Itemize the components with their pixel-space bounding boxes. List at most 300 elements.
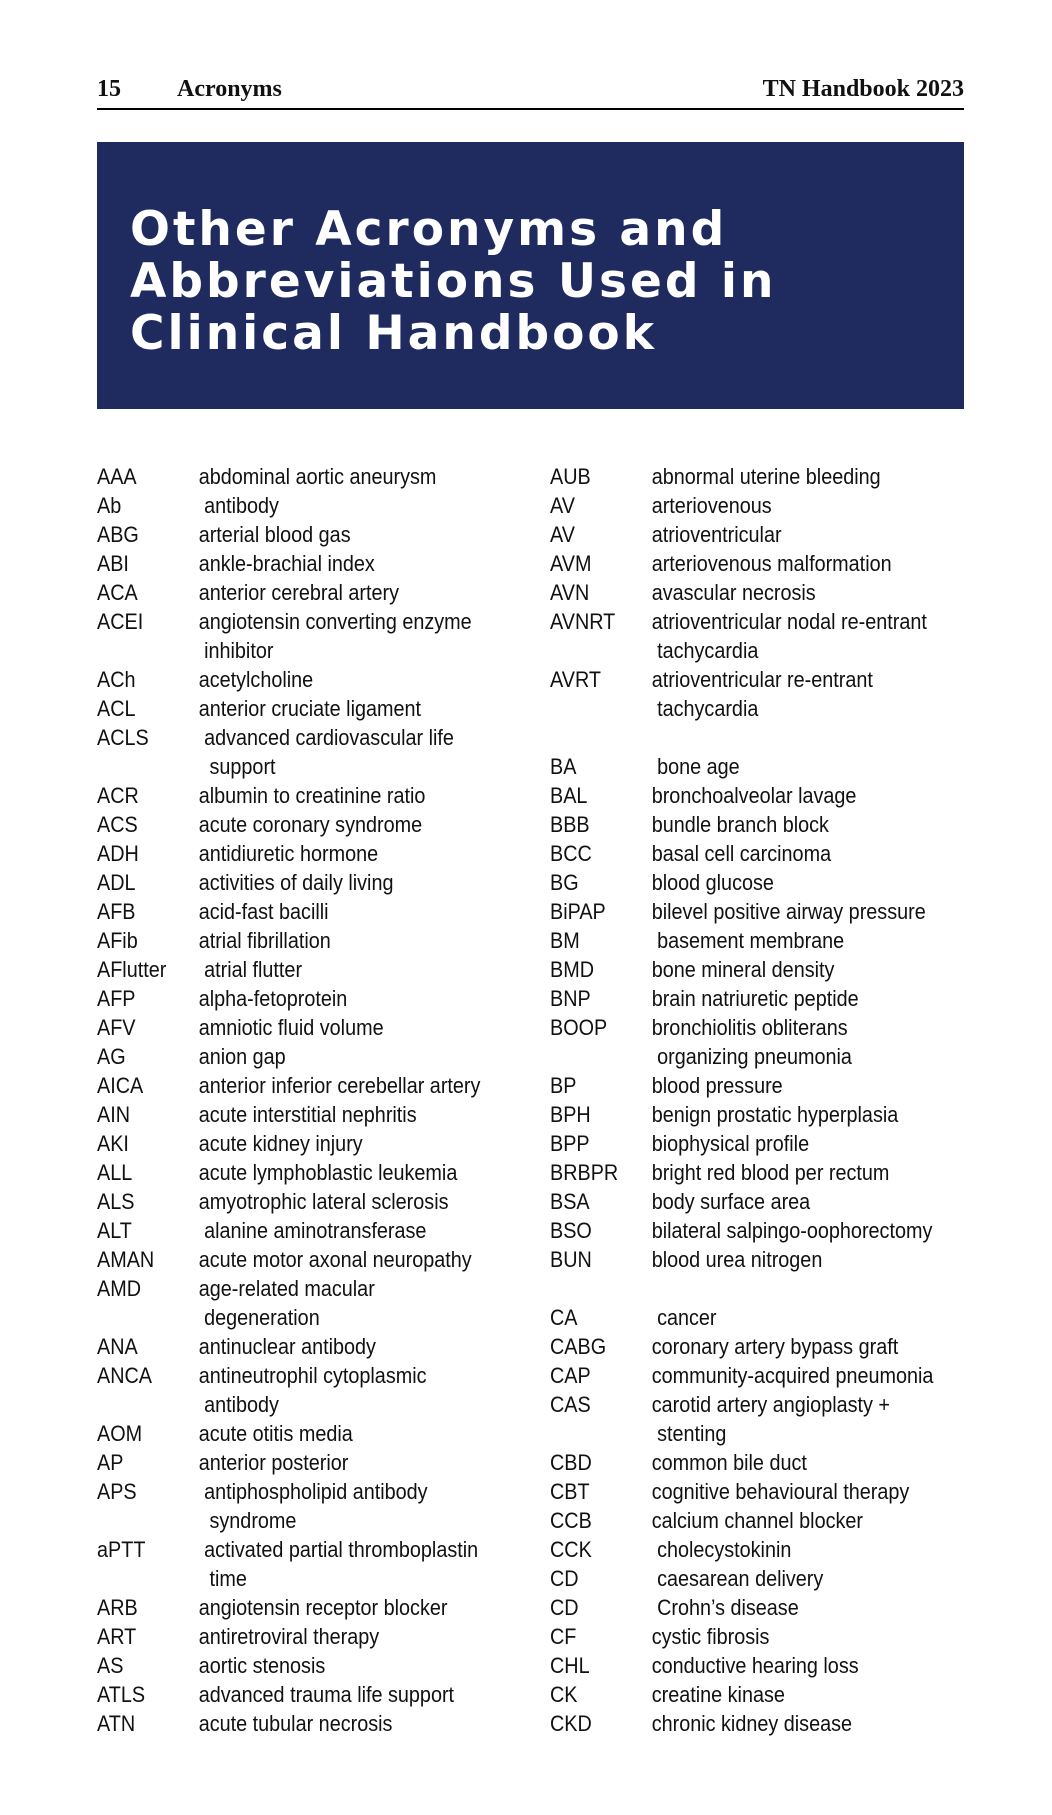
acronym: ACh	[97, 667, 136, 692]
acronym-list-left	[97, 462, 492, 1738]
definition-text: abnormal uterine bleeding	[651, 464, 881, 489]
acronym-entry	[97, 1274, 492, 1332]
acronym: BRBPR	[550, 1160, 619, 1185]
definition-text: antinuclear antibody	[198, 1334, 376, 1359]
acronym-entry	[550, 1477, 954, 1506]
acronym-entry	[97, 1129, 492, 1158]
acronym-definition	[652, 1390, 949, 1448]
acronym: ACL	[97, 696, 136, 721]
acronym-entry	[550, 868, 954, 897]
acronym: CABG	[550, 1334, 607, 1359]
acronym-definition	[652, 491, 949, 520]
acronym: AFlutter	[97, 957, 167, 982]
acronym: AUB	[550, 464, 591, 489]
definition-text: body surface area	[651, 1189, 811, 1214]
definition-text: atrial fibrillation	[198, 928, 331, 953]
acronym-entry	[550, 549, 954, 578]
acronym-entry	[550, 1564, 954, 1593]
acronym-definition	[199, 549, 487, 578]
acronym-entry	[97, 926, 492, 955]
acronym-definition	[199, 1419, 487, 1448]
acronym-definition	[652, 1303, 954, 1332]
acronym-definition	[652, 955, 949, 984]
acronym-entry	[550, 1216, 954, 1245]
acronym-entry	[97, 1361, 492, 1419]
acronym-entry	[97, 549, 492, 578]
acronym-entry	[97, 1158, 492, 1187]
definition-text: bronchoalveolar lavage	[651, 783, 857, 808]
acronym-entry	[97, 1593, 492, 1622]
acronym-definition	[652, 1100, 949, 1129]
definition-text: basement membrane	[657, 928, 845, 953]
acronym-entry	[550, 1187, 954, 1216]
acronym: AVNRT	[550, 609, 616, 634]
acronym: BG	[550, 870, 579, 895]
acronym-entry	[550, 1158, 954, 1187]
definition-text: calcium channel blocker	[651, 1508, 864, 1533]
acronym-definition	[652, 752, 954, 781]
acronym-entry	[550, 897, 954, 926]
acronym-entry	[97, 839, 492, 868]
acronym: CAP	[550, 1363, 591, 1388]
definition-text: acute motor axonal neuropathy	[198, 1247, 472, 1272]
acronym-definition	[652, 1245, 949, 1274]
acronym-entry	[550, 1593, 954, 1622]
acronym-definition	[199, 810, 487, 839]
acronym-entry	[97, 1245, 492, 1274]
acronym: ACLS	[97, 725, 149, 750]
acronym: BPP	[550, 1131, 590, 1156]
acronym: Ab	[97, 493, 122, 518]
definition-continuation: time	[209, 1566, 247, 1591]
acronym: CD	[550, 1566, 579, 1591]
definition-text: anion gap	[198, 1044, 286, 1069]
definition-text: bundle branch block	[651, 812, 829, 837]
acronym-entry	[550, 839, 954, 868]
acronym-entry	[97, 694, 492, 723]
acronym-entry	[550, 1100, 954, 1129]
acronym-entry	[550, 1303, 954, 1332]
acronym: aPTT	[97, 1537, 146, 1562]
acronym: ACA	[97, 580, 138, 605]
definition-text: atrioventricular re-entrant	[651, 667, 873, 692]
definition-text: acute tubular necrosis	[198, 1711, 393, 1736]
acronym-definition	[199, 462, 487, 491]
acronym: AMD	[97, 1276, 142, 1301]
acronym: AVM	[550, 551, 592, 576]
definition-continuation: antibody	[204, 1392, 279, 1417]
acronym: ARB	[97, 1595, 138, 1620]
definition-continuation: degeneration	[204, 1305, 320, 1330]
acronym-entry	[97, 1709, 492, 1738]
definition-text: benign prostatic hyperplasia	[651, 1102, 899, 1127]
acronym-definition	[652, 1158, 949, 1187]
acronym-definition	[652, 868, 949, 897]
definition-text: atrioventricular	[651, 522, 782, 547]
acronym-definition	[199, 1013, 487, 1042]
definition-text: arteriovenous malformation	[651, 551, 892, 576]
running-header	[97, 74, 964, 110]
acronym-entry	[97, 1651, 492, 1680]
acronym-definition	[652, 1216, 949, 1245]
definition-text: community-acquired pneumonia	[651, 1363, 934, 1388]
acronym-entry	[97, 1477, 492, 1535]
acronym-entry	[97, 1071, 492, 1100]
acronym-entry	[550, 955, 954, 984]
acronym-definition	[199, 1535, 492, 1593]
acronym-definition	[199, 1100, 487, 1129]
acronym: AVRT	[550, 667, 601, 692]
definition-text: antineutrophil cytoplasmic	[198, 1363, 427, 1388]
acronym: BP	[550, 1073, 577, 1098]
acronym-entry	[550, 1129, 954, 1158]
acronym-entry	[97, 1535, 492, 1593]
acronym-entry	[97, 1332, 492, 1361]
definition-text: bone age	[657, 754, 740, 779]
acronym-entry	[550, 462, 954, 491]
acronym-definition	[652, 1709, 949, 1738]
definition-text: coronary artery bypass graft	[651, 1334, 899, 1359]
acronym-definition	[652, 926, 954, 955]
acronym: BiPAP	[550, 899, 606, 924]
acronym-definition	[652, 897, 949, 926]
acronym: BCC	[550, 841, 592, 866]
definition-text: arteriovenous	[651, 493, 772, 518]
page-title: Other Acronyms and Abbreviations Used in Clinical Handbook	[130, 202, 777, 361]
acronym-definition	[199, 984, 487, 1013]
definition-text: anterior posterior	[198, 1450, 349, 1475]
definition-text: cognitive behavioural therapy	[651, 1479, 910, 1504]
acronym: AFP	[97, 986, 136, 1011]
acronym: AOM	[97, 1421, 143, 1446]
acronym-definition	[199, 1129, 487, 1158]
acronym-definition	[652, 1680, 949, 1709]
definition-text: angiotensin converting enzyme	[198, 609, 472, 634]
acronym-definition	[199, 607, 487, 665]
definition-text: atrial flutter	[204, 957, 303, 982]
acronym-entry	[550, 1332, 954, 1361]
acronym-entry	[550, 752, 954, 781]
acronym: CBD	[550, 1450, 592, 1475]
definition-text: bilateral salpingo-oophorectomy	[651, 1218, 933, 1243]
acronym-entry	[550, 984, 954, 1013]
definition-text: amniotic fluid volume	[198, 1015, 384, 1040]
acronym: CCK	[550, 1537, 592, 1562]
acronym-definition	[199, 1709, 487, 1738]
acronym-definition	[652, 1071, 949, 1100]
acronym: AP	[97, 1450, 124, 1475]
definition-text: atrioventricular nodal re-entrant	[651, 609, 927, 634]
acronym: CK	[550, 1682, 578, 1707]
acronym-entry	[550, 810, 954, 839]
acronym-entry	[97, 1100, 492, 1129]
acronym: CHL	[550, 1653, 590, 1678]
definition-text: ankle-brachial index	[198, 551, 375, 576]
acronym: AIN	[97, 1102, 131, 1127]
definition-text: creatine kinase	[651, 1682, 785, 1707]
acronym-definition	[199, 1216, 492, 1245]
definition-text: bronchiolitis obliterans	[651, 1015, 848, 1040]
acronym-definition	[199, 926, 487, 955]
acronym-definition	[652, 1651, 949, 1680]
acronym-entry	[550, 607, 954, 665]
definition-text: antibody	[204, 493, 279, 518]
acronym-definition	[199, 1477, 492, 1535]
definition-text: conductive hearing loss	[651, 1653, 859, 1678]
acronym-definition	[199, 1042, 487, 1071]
definition-continuation: syndrome	[209, 1508, 297, 1533]
definition-continuation: inhibitor	[204, 638, 274, 663]
definition-text: brain natriuretic peptide	[651, 986, 859, 1011]
acronym-entry	[97, 1448, 492, 1477]
acronym: AVN	[550, 580, 590, 605]
acronym: AS	[97, 1653, 124, 1678]
definition-text: aortic stenosis	[198, 1653, 326, 1678]
book-title: TN Handbook 2023	[762, 76, 964, 102]
acronym: CKD	[550, 1711, 592, 1736]
acronym-entry	[550, 1651, 954, 1680]
acronym-entry	[550, 1245, 954, 1274]
acronym-entry	[97, 1042, 492, 1071]
acronym-entry	[550, 578, 954, 607]
acronym: AKI	[97, 1131, 129, 1156]
acronym-definition	[199, 1245, 487, 1274]
acronym: BA	[550, 754, 577, 779]
acronym-definition	[652, 665, 949, 723]
definition-text: arterial blood gas	[198, 522, 351, 547]
acronym-definition	[199, 578, 487, 607]
acronym-entry	[97, 1187, 492, 1216]
acronym-entry	[550, 1361, 954, 1390]
acronym-definition	[199, 1593, 487, 1622]
acronym: ANA	[97, 1334, 138, 1359]
definition-text: bilevel positive airway pressure	[651, 899, 926, 924]
definition-text: abdominal aortic aneurysm	[198, 464, 437, 489]
acronym-definition	[199, 868, 487, 897]
acronym-entry	[97, 723, 492, 781]
acronym: AICA	[97, 1073, 144, 1098]
acronym: AV	[550, 493, 575, 518]
acronym-entry	[97, 1680, 492, 1709]
acronym: AFV	[97, 1015, 136, 1040]
acronym-entry	[550, 520, 954, 549]
definition-text: activities of daily living	[198, 870, 394, 895]
definition-text: antiretroviral therapy	[198, 1624, 380, 1649]
acronym-definition	[652, 1013, 949, 1071]
acronym-definition	[652, 1535, 954, 1564]
definition-text: antidiuretic hormone	[198, 841, 379, 866]
acronym: CCB	[550, 1508, 592, 1533]
definition-text: alpha-fetoprotein	[198, 986, 348, 1011]
acronym-entry	[97, 1013, 492, 1042]
acronym: BUN	[550, 1247, 592, 1272]
page-number: 15	[97, 76, 121, 102]
definition-text: amyotrophic lateral sclerosis	[198, 1189, 449, 1214]
acronym: BSO	[550, 1218, 592, 1243]
acronym-entry	[97, 607, 492, 665]
section-gap	[550, 1274, 954, 1303]
acronym: ACS	[97, 812, 138, 837]
definition-text: anterior cerebral artery	[198, 580, 399, 605]
acronym-entry	[97, 665, 492, 694]
acronym-entry	[97, 984, 492, 1013]
definition-text: acute lymphoblastic leukemia	[198, 1160, 458, 1185]
definition-text: carotid artery angioplasty +	[651, 1392, 890, 1417]
definition-text: activated partial thromboplastin	[204, 1537, 479, 1562]
acronym-definition	[652, 607, 949, 665]
acronym-definition	[652, 1187, 949, 1216]
acronym: ACEI	[97, 609, 144, 634]
acronym: AV	[550, 522, 575, 547]
acronym-entry	[97, 955, 492, 984]
definition-text: anterior inferior cerebellar artery	[198, 1073, 481, 1098]
acronym-definition	[652, 839, 949, 868]
acronym-definition	[652, 1129, 949, 1158]
definition-text: acute interstitial nephritis	[198, 1102, 417, 1127]
acronym-entry	[550, 1448, 954, 1477]
acronym-entry	[97, 462, 492, 491]
definition-text: acute kidney injury	[198, 1131, 363, 1156]
definition-text: albumin to creatinine ratio	[198, 783, 426, 808]
acronym-entry	[97, 781, 492, 810]
acronym-definition	[199, 1071, 487, 1100]
acronym: ACR	[97, 783, 139, 808]
definition-text: acetylcholine	[198, 667, 314, 692]
acronym: CAS	[550, 1392, 591, 1417]
acronym: ATLS	[97, 1682, 146, 1707]
acronym-entry	[550, 1709, 954, 1738]
acronym: ADH	[97, 841, 139, 866]
definition-text: avascular necrosis	[651, 580, 816, 605]
acronym-entry	[550, 1390, 954, 1448]
acronym-definition	[199, 1274, 487, 1332]
acronym: AFB	[97, 899, 136, 924]
acronym-definition	[652, 549, 949, 578]
acronym-definition	[199, 1622, 487, 1651]
acronym-definition	[652, 578, 949, 607]
acronym: BBB	[550, 812, 590, 837]
acronym: CA	[550, 1305, 578, 1330]
definition-text: basal cell carcinoma	[651, 841, 832, 866]
acronym: BNP	[550, 986, 591, 1011]
definition-continuation: support	[209, 754, 276, 779]
acronym-definition	[652, 984, 949, 1013]
acronym-definition	[199, 897, 487, 926]
definition-text: Crohn’s disease	[657, 1595, 799, 1620]
acronym-definition	[199, 1361, 487, 1419]
acronym-entry	[97, 1622, 492, 1651]
acronym-definition	[199, 1651, 487, 1680]
definition-continuation: organizing pneumonia	[657, 1044, 852, 1069]
definition-text: blood glucose	[651, 870, 774, 895]
acronym-definition	[652, 1622, 949, 1651]
definition-text: antiphospholipid antibody	[204, 1479, 428, 1504]
acronym: CF	[550, 1624, 577, 1649]
definition-text: blood urea nitrogen	[651, 1247, 823, 1272]
acronym-entry	[550, 491, 954, 520]
definition-text: anterior cruciate ligament	[198, 696, 422, 721]
definition-continuation: tachycardia	[657, 638, 759, 663]
acronym-entry	[550, 1535, 954, 1564]
acronym: CD	[550, 1595, 579, 1620]
acronym-entry	[550, 1071, 954, 1100]
acronym-definition	[652, 1564, 954, 1593]
acronym: AG	[97, 1044, 126, 1069]
acronym: ATN	[97, 1711, 136, 1736]
acronym-definition	[199, 723, 492, 781]
definition-text: advanced cardiovascular life	[204, 725, 454, 750]
title-banner	[97, 142, 964, 409]
acronym-entry	[97, 578, 492, 607]
acronym-definition	[199, 1332, 487, 1361]
acronym: ALL	[97, 1160, 133, 1185]
acronym-definition	[199, 520, 487, 549]
acronym: BM	[550, 928, 580, 953]
acronym-definition	[199, 1448, 487, 1477]
acronym-definition	[652, 781, 949, 810]
acronym-definition	[652, 1332, 949, 1361]
definition-continuation: tachycardia	[657, 696, 759, 721]
acronym-definition	[199, 955, 492, 984]
acronym-entry	[97, 868, 492, 897]
definition-text: age-related macular	[198, 1276, 375, 1301]
definition-continuation: stenting	[657, 1421, 727, 1446]
definition-text: common bile duct	[651, 1450, 807, 1475]
acronym: ABG	[97, 522, 139, 547]
definition-text: alanine aminotransferase	[204, 1218, 427, 1243]
definition-text: acid-fast bacilli	[198, 899, 329, 924]
acronym-list-right	[550, 462, 954, 1738]
acronym-definition	[199, 491, 492, 520]
acronym: AFib	[97, 928, 138, 953]
acronym-entry	[97, 810, 492, 839]
acronym-entry	[97, 1419, 492, 1448]
definition-text: cystic fibrosis	[651, 1624, 770, 1649]
acronym-definition	[652, 1593, 954, 1622]
definition-text: angiotensin receptor blocker	[198, 1595, 448, 1620]
acronym-entry	[550, 926, 954, 955]
acronym-entry	[550, 1622, 954, 1651]
definition-text: blood pressure	[651, 1073, 783, 1098]
acronym-entry	[550, 781, 954, 810]
definition-text: biophysical profile	[651, 1131, 810, 1156]
acronym: BMD	[550, 957, 595, 982]
acronym-entry	[550, 665, 954, 723]
acronym-definition	[199, 694, 487, 723]
acronym-entry	[97, 1216, 492, 1245]
acronym-definition	[652, 462, 949, 491]
acronym-definition	[652, 1361, 949, 1390]
definition-text: acute coronary syndrome	[198, 812, 423, 837]
acronym: ALT	[97, 1218, 132, 1243]
acronym-entry	[550, 1680, 954, 1709]
acronym: ABI	[97, 551, 129, 576]
acronym: ANCA	[97, 1363, 153, 1388]
acronym-definition	[652, 520, 949, 549]
acronym-entry	[97, 897, 492, 926]
acronym: APS	[97, 1479, 137, 1504]
acronym: CBT	[550, 1479, 590, 1504]
acronym: ADL	[97, 870, 136, 895]
acronym: BSA	[550, 1189, 590, 1214]
acronym-entry	[550, 1506, 954, 1535]
acronym-definition	[199, 1680, 487, 1709]
acronym-definition	[199, 665, 487, 694]
acronym-definition	[652, 1477, 949, 1506]
definition-text: acute otitis media	[198, 1421, 353, 1446]
definition-text: bright red blood per rectum	[651, 1160, 890, 1185]
acronym: BPH	[550, 1102, 591, 1127]
